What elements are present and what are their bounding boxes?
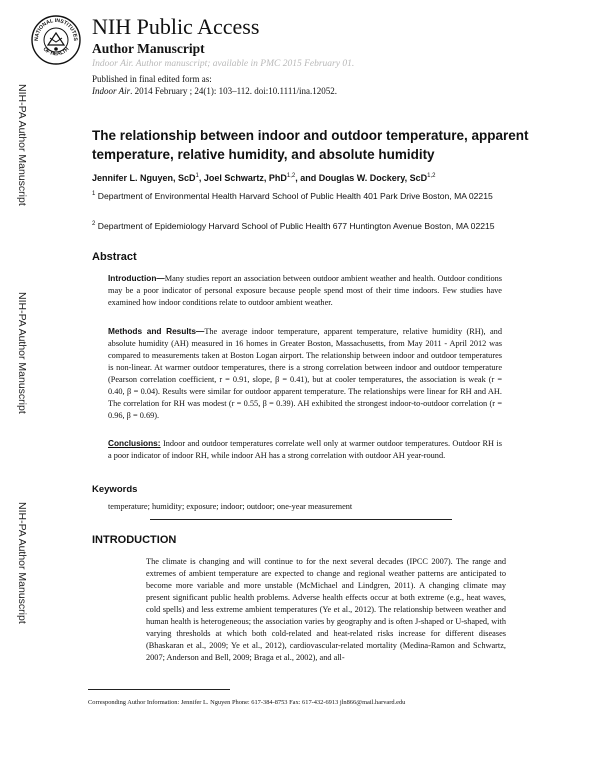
introduction-text: Many studies report an association between outdoor ambient weather and health. Outdoor conditions may be a poor indicator of personal exposure because people spend most of their time indoors. Few studies have examined how indoor conditions relate to outdoor ambient weather. [108,274,502,307]
methods-text: The average indoor temperature, apparent temperature, relative humidity (RH), and absolute humidity (AH) measured in 16 homes in Greater Boston, Massachusetts, from May 2011 - April 2012 was compared to measurements taken at Boston Logan airport. The relationship between indoor and outdoor temperatures is non-linear. At warmer outdoor temperatures, there is a strong correlation between indoor and outdoor temperature (Pearson correlation coefficient, r = 0.91, slope, β = 0.41), but at cooler temperatures, the association is weak (r = 0.40, β = 0.04). Results were similar for outdoor apparent temperature. The relationships were linear for RH and AH. The correlation for RH was modest (r = 0.55, β = 0.39). AH exhibited the strongest indoor-to-outdoor correlation (r = 0.96, β = 0.69). [108,327,502,420]
introduction-body: The climate is changing and will continue to for the next several decades (IPCC 2007). The range and extremes of ambient temperature are expected to change and regional weather patterns are anticipated to become more variable and more unstable (McMichael and Lindgren, 2011). A changing climate may present significant public health problems. Adverse health effects occur at both extreme (e.g., heat waves, cold spells) and less extreme ambient temperatures (Ye et al., 2012). The relationship between weather and human health is heterogeneous; the association varies by geography and is often J-shaped or U-shaped, with varying thresholds at which both cold-related and heat-related risks increase for different diseases (Bhaskaran et al., 2009; Ye et al., 2012), cardiovascular-related mortality (Medina-Ramon and Schwartz, 2007; Anderson and Bell, 2009; Braga et al., 2002), and all- [146,557,506,662]
affiliation-mark: 2 [92,221,96,227]
methods-label: Methods and Results— [108,326,205,336]
keywords-heading: Keywords [92,484,138,495]
nih-seal-logo [30,14,82,66]
article-title: The relationship between indoor and outdoor temperature, apparent temperature, relative humidity, and absolute humidity [92,128,529,162]
availability-note: Indoor Air. Author manuscript; available in PMC 2015 February 01. [92,59,355,69]
author-affiliation-mark: 1,2 [427,173,436,179]
citation [92,86,337,96]
conclusions-label: Conclusions: [108,438,161,448]
author-separator: , [198,173,204,183]
affiliation-text: Department of Environmental Health Harvard School of Public Health 401 Park Drive Boston, MA 02215 [97,190,493,201]
sidebar-label-1: NIH-PA Author Manuscript [16,84,28,206]
author-name: Jennifer L. Nguyen, ScD [92,173,196,183]
keywords-divider [150,519,452,520]
svg-text:OF HEALTH: OF HEALTH [41,46,71,58]
affiliation-2 [92,218,512,233]
author-name: Joel Schwartz, PhD [203,173,287,183]
header-subtitle: Author Manuscript [92,41,205,56]
abstract-conclusions [108,437,502,462]
abstract-heading: Abstract [92,251,137,263]
author-list [92,173,436,183]
introduction-heading: INTRODUCTION [92,534,177,546]
footnote-divider [88,689,230,690]
author-affiliation-mark: 1,2 [286,173,296,179]
keywords-text: temperature; humidity; exposure; indoor; outdoor; one-year measurement [108,502,353,511]
sidebar-label-3: NIH-PA Author Manuscript [16,502,28,624]
abstract-introduction [108,272,502,309]
sidebar-label-2: NIH-PA Author Manuscript [16,292,28,414]
introduction-label: Introduction— [108,273,165,283]
affiliation-1 [92,188,512,203]
citation-details: . 2014 February ; 24(1): 103–112. doi:10.1111/ina.12052. [130,86,337,96]
svg-text:NATIONAL INSTITUTES: NATIONAL INSTITUTES [33,17,79,42]
affiliation-text: Department of Epidemiology Harvard School of Public Health 677 Huntington Avenue Boston, MA 02215 [97,220,495,231]
abstract-methods [108,325,502,422]
author-separator: , and [295,173,319,183]
header-title: NIH Public Access [92,14,260,39]
author-name: Douglas W. Dockery, ScD [318,173,428,183]
author-affiliation-mark: 1 [195,173,199,179]
published-label: Published in final edited form as: [92,74,212,84]
citation-journal: Indoor Air [92,86,131,96]
affiliation-mark: 1 [92,191,96,197]
conclusions-text: Indoor and outdoor temperatures correlate well only at warmer outdoor temperatures. Outdoor RH is a poor indicator of indoor RH, while indoor AH has a strong correlation with outdoor AH year-round. [108,439,502,460]
corresponding-author-footnote: Corresponding Author Information: Jennifer L. Nguyen Phone: 617-384-8753 Fax: 617-432-6913 jln866@mail.harvard.edu [88,699,406,706]
